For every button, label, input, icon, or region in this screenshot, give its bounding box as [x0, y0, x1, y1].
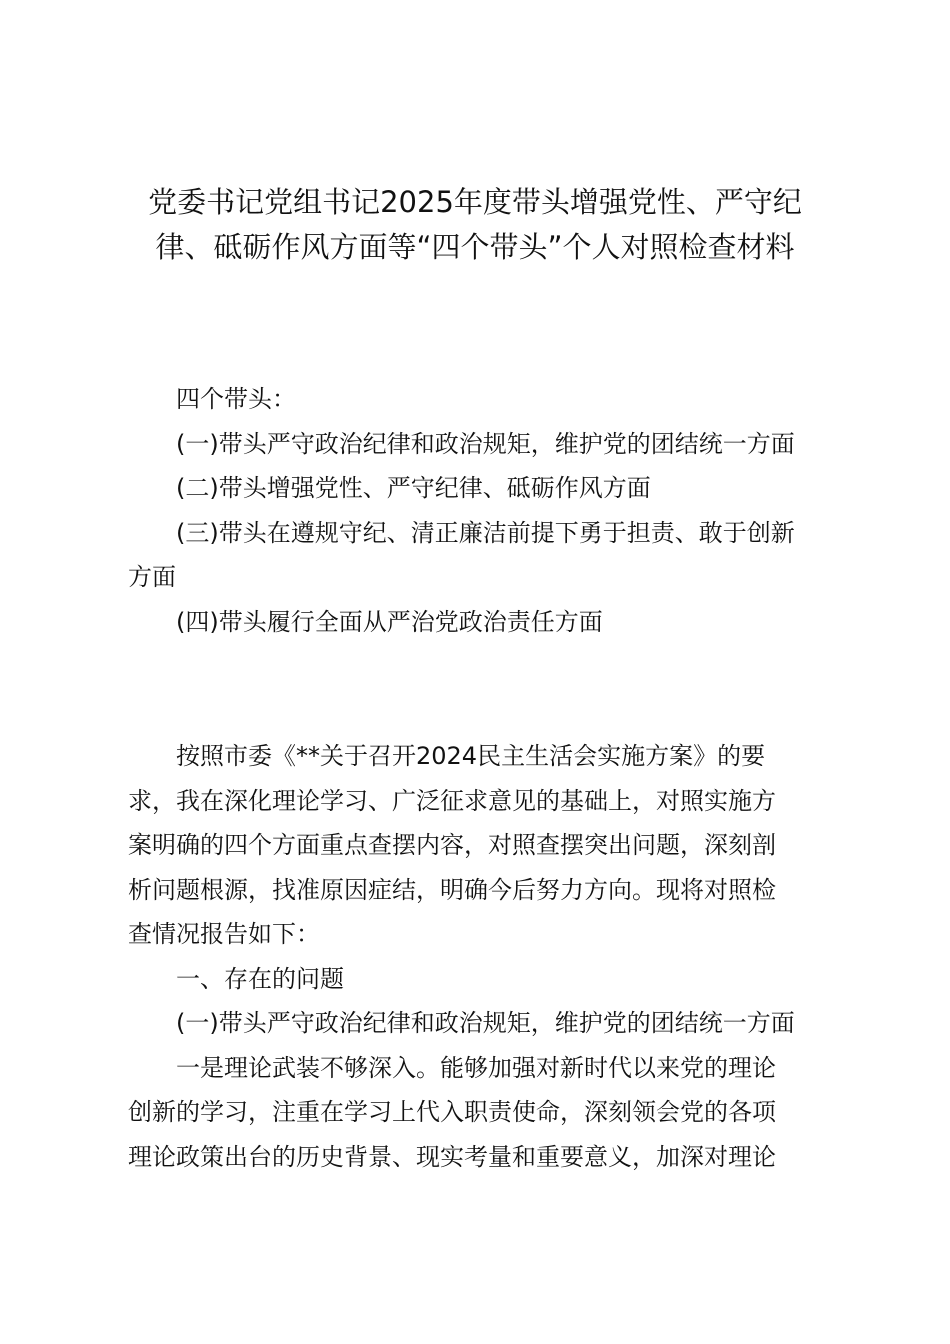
four-leads-heading: 四个带头： [176, 385, 296, 413]
four-leads-item-2: (二)带头增强党性、严守纪律、砥砺作风方面 [176, 474, 651, 502]
paragraph-1-line-1: 按照市委《**关于召开2024民主生活会实施方案》的要 [176, 742, 766, 770]
paragraph-1-line-2: 求，我在深化理论学习、广泛征求意见的基础上，对照实施方 [128, 787, 776, 815]
four-leads-item-4: (四)带头履行全面从严治党政治责任方面 [176, 608, 603, 636]
title-line-2: 律、砥砺作风方面等“四个带头”个人对照检查材料 [155, 230, 795, 264]
title-line-1: 党委书记党组书记2025年度带头增强党性、严守纪 [148, 185, 802, 219]
paragraph-1-line-3: 案明确的四个方面重点查摆内容，对照查摆突出问题，深刻剖 [128, 831, 776, 859]
section-heading-1: 一、存在的问题 [176, 965, 344, 993]
paragraph-2-line-1: 一是理论武装不够深入。能够加强对新时代以来党的理论 [176, 1054, 776, 1082]
four-leads-item-3-cont: 方面 [128, 563, 176, 591]
paragraph-1-line-5: 查情况报告如下： [128, 920, 320, 948]
paragraph-1-line-4: 析问题根源，找准原因症结，明确今后努力方向。现将对照检 [128, 876, 776, 904]
four-leads-item-3: (三)带头在遵规守纪、清正廉洁前提下勇于担责、敢于创新 [176, 519, 795, 547]
paragraph-2-line-2: 创新的学习，注重在学习上代入职责使命，深刻领会党的各项 [128, 1098, 776, 1126]
four-leads-item-1: (一)带头严守政治纪律和政治规矩，维护党的团结统一方面 [176, 430, 795, 458]
subsection-heading-1: (一)带头严守政治纪律和政治规矩，维护党的团结统一方面 [176, 1009, 795, 1037]
document-title [128, 180, 822, 270]
paragraph-2-line-3: 理论政策出台的历史背景、现实考量和重要意义，加深对理论 [128, 1143, 776, 1171]
